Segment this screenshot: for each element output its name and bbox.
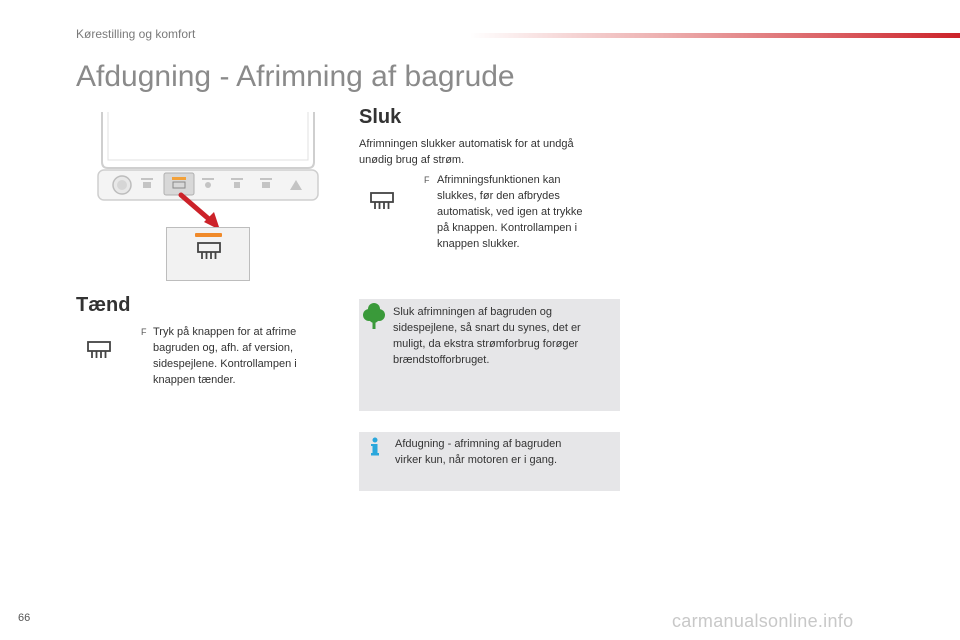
defrost-button-zoom (166, 227, 250, 281)
rear-defrost-icon (86, 340, 112, 360)
rear-defrost-icon (369, 191, 395, 211)
taend-instruction: Tryk på knappen for at afrime bagruden og, afh. af version, sidespejlene. Kontrollampen i knappen tænder. (153, 326, 297, 386)
tree-icon (363, 302, 385, 330)
sluk-heading: Sluk (359, 106, 402, 128)
watermark: carmanualsonline.info (672, 611, 854, 631)
rear-defrost-icon (196, 241, 222, 261)
sluk-intro: Afrimningen slukker automatisk for at undgå unødig brug af strøm. (359, 138, 574, 166)
page-number: 66 (18, 612, 31, 624)
info-note-text: Afdugning - afrimning af bagruden virker kun, når motoren er i gang. (395, 438, 562, 466)
sluk-instruction: Afrimningsfunktionen kan slukkes, før den afbrydes automatisk, ved igen at trykke på knappen. Kontrollampen i knappen slukker. (437, 174, 583, 250)
taend-heading: Tænd (76, 294, 131, 316)
bullet-marker: F (141, 327, 147, 337)
bullet-marker: F (424, 175, 430, 185)
header-accent-bar (470, 33, 960, 38)
pointer-arrow-icon (178, 192, 224, 232)
page-title: Afdugning - Afrimning af bagrude (76, 60, 515, 93)
info-icon (369, 437, 381, 457)
section-header: Kørestilling og komfort (76, 27, 196, 41)
dashboard-illustration (96, 112, 320, 204)
eco-tip-text: Sluk afrimningen af bagruden og sidespejlene, så snart du synes, det er muligt, da ekstra strømforbrug forøger brændstofforbruget. (393, 306, 581, 366)
